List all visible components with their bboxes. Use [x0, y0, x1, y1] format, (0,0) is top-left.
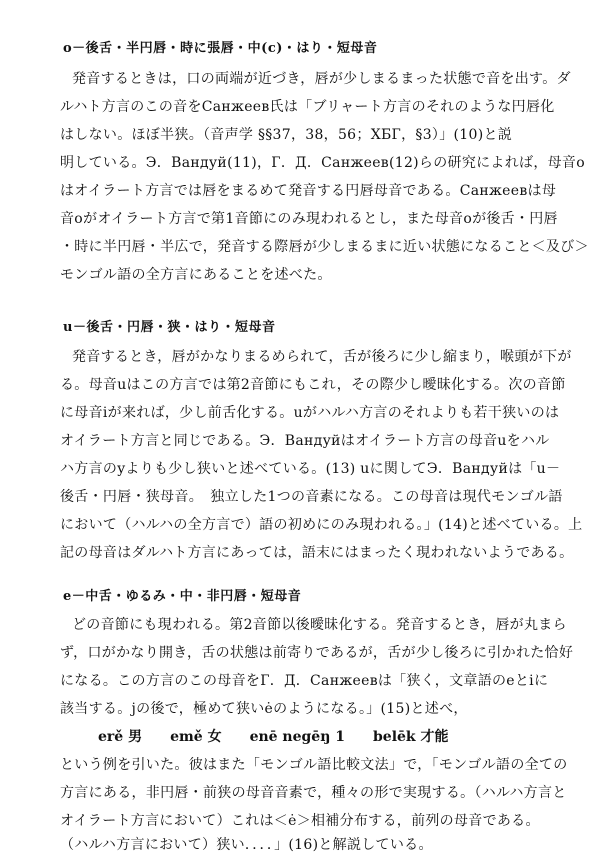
text-line: 記の母音はダルハト方言にあっては，語末にはまったく現われないようである。 [60, 545, 574, 561]
section-o-heading: o－後舌・半円唇・時に張唇・中(c)・はり・短母音 [63, 41, 378, 56]
text-line: オイラート方言と同じである。Э．Вандуйはオイラート方言の母音uをハル [60, 433, 550, 449]
text-line: において（ハルハの全方言で）語の初めにのみ現われる。」(14)と述べている。上 [60, 517, 583, 533]
text-line: はオイラート方言では唇をまるめて発音する円唇母音である。Санжеевは母 [60, 183, 557, 199]
section-u-heading: u－後舌・円唇・狭・はり・短母音 [63, 320, 276, 335]
text-line: になる。この方言のこの母音をГ．Д．Санжеевは「狭く，文章語のeとiに [60, 673, 549, 689]
text-line: 発音するとき，唇がかなりまるめられて，舌が後ろに少し縮まり，喉頭が下が [72, 349, 572, 365]
text-line: 発音するときは，口の両端が近づき，唇が少しまるまった状態で音を出す。ダ [72, 71, 571, 87]
text-line: る。母音uはこの方言では第2音節にもこれ，その際少し曖昧化する。次の音節 [60, 377, 566, 393]
text-line: 該当する。jの後で，極めて狭いėのようになる。」(15)と述べ， [60, 701, 468, 717]
text-line: 方言にある，非円唇・前狭の母音音素で，種々の形で実現する。（ハルハ方言と [60, 785, 567, 801]
text-line: ず，口がかなり開き，舌の状態は前寄りであるが，舌が少し後ろに引かれた恰好 [60, 645, 574, 661]
text-line: 後舌・円唇・狭母音。 独立した1つの音素になる。この母音は現代モンゴル語 [60, 489, 563, 505]
text-line: （ハルハ方言において）狭い．．．．」(16)と解説している。 [60, 837, 433, 853]
section-e-heading: e－中舌・ゆるみ・中・非円唇・短母音 [63, 589, 302, 604]
example-words: erě 男 emě 女 enē negēŋ 1 belēk 才能 [98, 729, 449, 745]
text-line: 明している。Э．Вандуй(11)，Г．Д．Санжеев(12)らの研究によれば，母音o [60, 155, 585, 171]
text-line: ハ方言のyよりも少し狭いと述べている。(13) uに関してЭ．Вандуйは「u－ [60, 461, 561, 477]
text-line: モンゴル語の全方言にあることを述べた。 [60, 267, 332, 283]
text-line: どの音節にも現われる。第2音節以後曖昧化する。発音するとき，唇が丸まら [72, 617, 567, 633]
text-line: オイラート方言において）これは＜ė＞相補分布する，前列の母音である。 [60, 813, 540, 829]
text-line: 音oがオイラート方言で第1音節にのみ現われるとし，また母音oが後舌・円唇 [60, 211, 558, 227]
text-line: という例を引いた。彼はまた「モンゴル語比較文法」で，「モンゴル語の全ての [60, 757, 568, 773]
text-line: ルハト方言のこの音をСанжеев氏は「ブリャート方言のそれのような円唇化 [60, 99, 555, 115]
text-line: ・時に半円唇・半広で，発音する際唇が少しまるまに近い状態になること＜及び＞ [60, 239, 589, 255]
text-line: はしない。ほぼ半狭。（音声学 §§37，38，56；ХБГ，§3）」(10)と説 [60, 127, 513, 143]
text-line: に母音iが来れば，少し前舌化する。uがハルハ方言のそれよりも若干狭いのは [60, 405, 560, 421]
